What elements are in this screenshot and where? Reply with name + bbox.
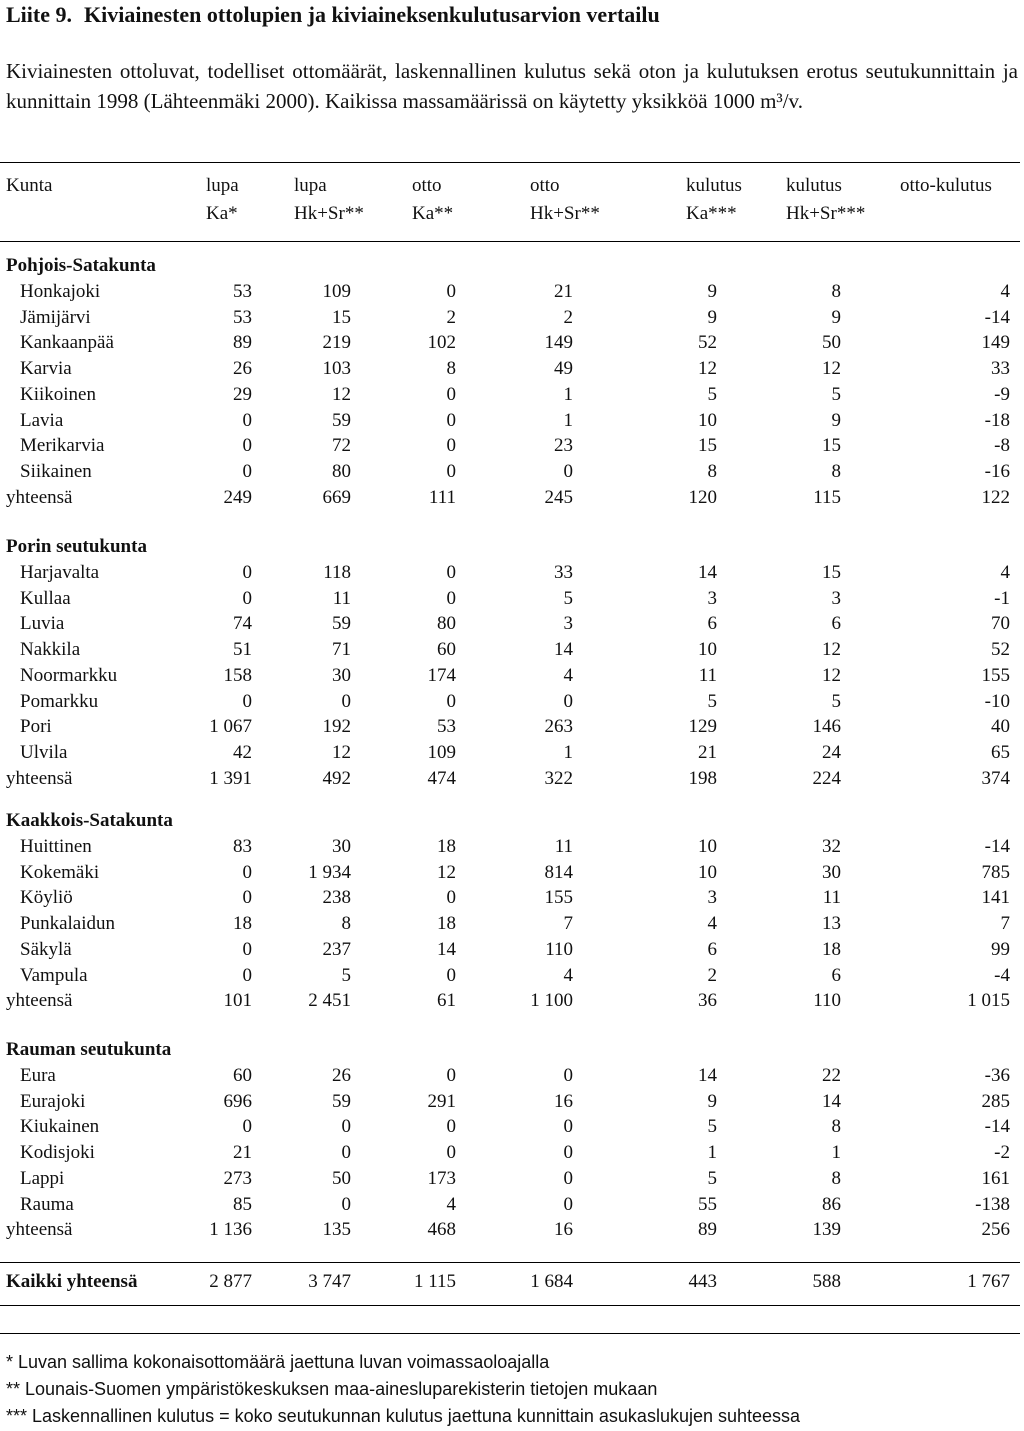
grand-total-value: 588 [812,1271,841,1292]
value-cell: 146 [812,716,841,738]
value-cell: 36 [698,990,717,1012]
municipality-name: Rauma [20,1193,74,1215]
value-cell: 111 [428,486,456,508]
value-cell: 0 [446,409,456,431]
appendix-number: Liite 9. [6,2,72,27]
value-cell: 29 [233,383,252,405]
value-cell: 192 [322,716,351,738]
total-label: yhteensä [6,486,73,508]
value-cell: 26 [233,358,252,379]
value-cell: 103 [322,358,351,379]
value-cell: 219 [322,332,351,354]
column-subheader: Ka* [206,203,238,224]
value-cell: 15 [822,435,841,457]
value-cell: 4 [1000,561,1010,583]
value-cell: 2 451 [308,990,351,1012]
value-cell: 6 [831,613,841,635]
value-cell: 14 [698,1064,717,1086]
municipality-name: Karvia [20,358,72,379]
value-cell: 22 [822,1064,841,1086]
value-cell: 238 [322,887,351,909]
grand-total-label: Kaikki yhteensä [6,1271,138,1292]
column-header: lupa [206,175,239,196]
value-cell: 2 [446,306,456,328]
value-cell: 0 [446,383,456,405]
grand-total-bottom-rule [0,1305,1020,1306]
total-label: yhteensä [6,1219,73,1241]
municipality-name: Kodisjoki [20,1142,95,1163]
value-cell: 4 [707,913,717,934]
value-cell: 0 [446,964,456,986]
value-cell: 0 [341,690,351,712]
value-cell: 65 [991,742,1010,763]
intro-paragraph: Kiviainesten ottoluvat, todelliset ottomäärät, laskennallinen kulutus sekä oton ja kulutuksen erotus seutukunnittain ja kunnittain 1998 (Lähteenmäki 2000). Kaikissa massamäärissä on käytetty yksikköä 1000 m³/v. [6,59,1018,113]
value-cell: 5 [563,587,573,609]
value-cell: 0 [563,1193,573,1215]
value-cell: 14 [437,938,456,960]
municipality-name: Eurajoki [20,1090,86,1112]
value-cell: 102 [427,332,456,354]
value-cell: -14 [984,306,1010,328]
value-cell: 53 [233,280,252,302]
value-cell: 0 [341,1116,351,1138]
value-cell: 109 [322,280,351,302]
value-cell: 237 [322,938,351,960]
grand-total-value: 3 747 [308,1271,351,1292]
value-cell: 173 [427,1167,456,1189]
value-cell: 474 [427,767,456,789]
value-cell: 1 100 [530,990,573,1012]
municipality-name: Vampula [20,964,88,986]
value-cell: 80 [437,613,456,635]
value-cell: 12 [332,742,351,763]
value-cell: -9 [994,383,1010,405]
value-cell: 12 [822,358,841,379]
value-cell: 8 [831,1167,841,1189]
value-cell: 224 [812,767,841,789]
value-cell: 245 [544,486,573,508]
value-cell: 198 [688,767,717,789]
value-cell: 26 [332,1064,351,1086]
value-cell: 32 [822,835,841,857]
value-cell: 33 [554,561,573,583]
value-cell: 155 [981,664,1010,686]
municipality-name: Pomarkku [20,690,99,712]
column-header: otto [530,175,560,196]
value-cell: -1 [994,587,1010,609]
value-cell: 11 [822,887,841,909]
value-cell: 23 [554,435,573,457]
value-cell: 0 [446,1142,456,1163]
value-cell: 59 [332,409,351,431]
value-cell: 18 [437,835,456,857]
value-cell: -2 [994,1142,1010,1163]
value-cell: 12 [822,664,841,686]
value-cell: -10 [984,690,1010,712]
value-cell: 285 [981,1090,1010,1112]
value-cell: 1 [563,383,573,405]
municipality-name: Kankaanpää [20,332,114,354]
municipality-name: Kokemäki [20,861,100,883]
footnote-rule [0,1333,1020,1334]
value-cell: 11 [332,587,351,609]
region-heading: Rauman seutukunta [6,1039,172,1060]
value-cell: 5 [707,1167,717,1189]
value-cell: 8 [446,358,456,379]
value-cell: 8 [707,461,717,482]
value-cell: 11 [554,835,573,857]
value-cell: 52 [698,332,717,354]
value-cell: -8 [994,435,1010,457]
municipality-name: Lavia [20,409,64,431]
column-subheader: Ka*** [686,203,737,224]
municipality-name: Kullaa [20,587,71,609]
value-cell: 0 [242,938,252,960]
value-cell: 0 [242,861,252,883]
value-cell: 18 [822,938,841,960]
value-cell: 3 [563,613,573,635]
value-cell: 59 [332,1090,351,1112]
value-cell: 60 [437,639,456,660]
value-cell: 785 [981,861,1010,883]
value-cell: 6 [831,964,841,986]
municipality-name: Siikainen [20,461,92,482]
value-cell: 99 [991,938,1010,960]
value-cell: 12 [332,383,351,405]
value-cell: 118 [323,561,351,583]
value-cell: 3 [707,587,717,609]
value-cell: 18 [437,913,456,934]
value-cell: 0 [242,964,252,986]
value-cell: 5 [707,383,717,405]
value-cell: 40 [991,716,1010,738]
value-cell: 0 [563,1064,573,1086]
value-cell: 2 [707,964,717,986]
value-cell: 374 [981,767,1010,789]
value-cell: 18 [233,913,252,934]
page-heading [6,2,660,28]
value-cell: 0 [446,280,456,302]
value-cell: 291 [427,1090,456,1112]
value-cell: 4 [563,964,573,986]
value-cell: 669 [322,486,351,508]
value-cell: 30 [332,664,351,686]
region-heading: Pohjois-Satakunta [6,255,156,276]
column-header: lupa [294,175,327,196]
column-header: kulutus [786,175,842,196]
value-cell: 0 [563,1116,573,1138]
value-cell: 0 [446,690,456,712]
value-cell: 9 [707,1090,717,1112]
value-cell: 8 [831,461,841,482]
value-cell: -14 [984,835,1010,857]
value-cell: 1 391 [209,767,252,789]
value-cell: 492 [322,767,351,789]
municipality-name: Kiikoinen [20,383,96,405]
municipality-name: Merikarvia [20,435,105,457]
value-cell: 135 [322,1219,351,1241]
value-cell: 21 [698,742,717,763]
value-cell: 322 [544,767,573,789]
region-heading: Kaakkois-Satakunta [6,810,173,831]
table-top-rule [0,162,1020,163]
value-cell: 12 [698,358,717,379]
value-cell: 273 [223,1167,252,1189]
municipality-name: Pori [20,716,52,738]
value-cell: 30 [822,861,841,883]
value-cell: 149 [544,332,573,354]
value-cell: 249 [223,486,252,508]
value-cell: 12 [437,861,456,883]
value-cell: 89 [698,1219,717,1241]
value-cell: 115 [813,486,841,508]
column-header: kulutus [686,175,742,196]
value-cell: 9 [831,409,841,431]
value-cell: 109 [427,742,456,763]
value-cell: 174 [427,664,456,686]
value-cell: 80 [332,461,351,482]
value-cell: 24 [822,742,841,763]
value-cell: 1 934 [308,861,351,883]
value-cell: 0 [563,1167,573,1189]
value-cell: 74 [233,613,252,635]
value-cell: 9 [707,280,717,302]
value-cell: 4 [1000,280,1010,302]
value-cell: 16 [554,1219,573,1241]
municipality-name: Lappi [20,1167,65,1189]
value-cell: 16 [554,1090,573,1112]
value-cell: 0 [242,435,252,457]
column-subheader: Hk+Sr** [530,203,600,224]
column-header: otto [412,175,442,196]
value-cell: 5 [341,964,351,986]
value-cell: 0 [242,561,252,583]
value-cell: 52 [991,639,1010,660]
value-cell: 53 [233,306,252,328]
value-cell: 1 [563,742,573,763]
grand-total-value: 1 767 [967,1271,1010,1292]
value-cell: 0 [446,461,456,482]
region-heading: Porin seutukunta [6,536,147,557]
value-cell: 86 [822,1193,841,1215]
value-cell: 42 [233,742,252,763]
value-cell: 101 [223,990,252,1012]
value-cell: 814 [544,861,573,883]
value-cell: 155 [544,887,573,909]
value-cell: 49 [554,358,573,379]
value-cell: -18 [984,409,1010,431]
value-cell: 1 136 [209,1219,252,1241]
value-cell: 468 [427,1219,456,1241]
value-cell: 3 [831,587,841,609]
value-cell: 0 [563,690,573,712]
value-cell: 59 [332,613,351,635]
grand-total-value: 1 115 [413,1271,456,1292]
municipality-name: Kiukainen [20,1116,100,1138]
value-cell: 1 067 [209,716,252,738]
value-cell: 10 [698,835,717,857]
value-cell: 15 [332,306,351,328]
value-cell: 3 [707,887,717,909]
municipality-name: Jämijärvi [20,306,91,328]
value-cell: 0 [242,1116,252,1138]
value-cell: 14 [554,639,573,660]
value-cell: 30 [332,835,351,857]
municipality-name: Huittinen [20,835,92,857]
appendix-title: Kiviainesten ottolupien ja kiviaineksenkulutusarvion vertailu [84,2,660,27]
value-cell: -36 [984,1064,1010,1086]
grand-total-value: 1 684 [530,1271,573,1292]
value-cell: 60 [233,1064,252,1086]
value-cell: 8 [831,1116,841,1138]
value-cell: 256 [981,1219,1010,1241]
municipality-name: Punkalaidun [20,913,115,934]
grand-total-value: 443 [688,1271,717,1292]
value-cell: 1 [831,1142,841,1163]
value-cell: 7 [563,913,573,934]
value-cell: 110 [545,938,573,960]
value-cell: 122 [981,486,1010,508]
value-cell: 50 [822,332,841,354]
value-cell: 15 [698,435,717,457]
footnote-3: *** Laskennallinen kulutus = koko seutukunnan kulutus jaettuna kunnittain asukaslukujen suhteessa [6,1406,801,1426]
value-cell: 129 [688,716,717,738]
value-cell: 158 [223,664,252,686]
value-cell: 72 [332,435,351,457]
total-label: yhteensä [6,767,73,789]
value-cell: 11 [698,664,717,686]
value-cell: 5 [831,690,841,712]
column-header: Kunta [6,175,53,196]
value-cell: 0 [341,1142,351,1163]
value-cell: 89 [233,332,252,354]
value-cell: 5 [707,690,717,712]
value-cell: 10 [698,409,717,431]
value-cell: 10 [698,861,717,883]
value-cell: 83 [233,835,252,857]
value-cell: 0 [242,587,252,609]
grand-total-value: 2 877 [209,1271,252,1292]
municipality-name: Honkajoki [20,280,101,302]
value-cell: 110 [813,990,841,1012]
value-cell: -138 [975,1193,1010,1215]
value-cell: 0 [242,887,252,909]
value-cell: 21 [233,1142,252,1163]
value-cell: 0 [446,435,456,457]
value-cell: 85 [233,1193,252,1215]
value-cell: 0 [446,587,456,609]
value-cell: 1 [707,1142,717,1163]
total-label: yhteensä [6,990,73,1012]
value-cell: 14 [698,561,717,583]
value-cell: 70 [991,613,1010,635]
municipality-name: Nakkila [20,639,81,660]
column-subheader: Ka** [412,203,454,224]
value-cell: 263 [544,716,573,738]
value-cell: 10 [698,639,717,660]
value-cell: 0 [446,561,456,583]
footnote-2: ** Lounais-Suomen ympäristökeskuksen maa-ainesluparekisterin tietojen mukaan [6,1379,658,1399]
value-cell: 0 [563,1142,573,1163]
value-cell: 0 [446,1064,456,1086]
value-cell: 9 [831,306,841,328]
value-cell: 14 [822,1090,841,1112]
value-cell: 50 [332,1167,351,1189]
value-cell: 0 [242,409,252,431]
value-cell: 161 [981,1167,1010,1189]
value-cell: 6 [707,938,717,960]
value-cell: 53 [437,716,456,738]
municipality-name: Luvia [20,613,65,635]
value-cell: 4 [563,664,573,686]
value-cell: 15 [822,561,841,583]
value-cell: 139 [812,1219,841,1241]
header-bottom-rule [0,241,1020,242]
value-cell: 141 [981,887,1010,909]
value-cell: 696 [223,1090,252,1112]
municipality-name: Köyliö [20,887,73,909]
municipality-name: Harjavalta [20,561,100,583]
value-cell: -14 [984,1116,1010,1138]
value-cell: 0 [242,690,252,712]
value-cell: 71 [332,639,351,660]
municipality-name: Noormarkku [20,664,118,686]
municipality-name: Ulvila [20,742,68,763]
value-cell: 5 [707,1116,717,1138]
value-cell: 0 [446,1116,456,1138]
footnote-1: * Luvan sallima kokonaisottomäärä jaettuna luvan voimassaoloajalla [6,1352,550,1372]
value-cell: 9 [707,306,717,328]
value-cell: 149 [981,332,1010,354]
value-cell: 55 [698,1193,717,1215]
value-cell: 0 [341,1193,351,1215]
value-cell: -4 [994,964,1010,986]
value-cell: 0 [563,461,573,482]
value-cell: 2 [563,306,573,328]
value-cell: 13 [822,913,841,934]
municipality-name: Säkylä [20,938,72,960]
value-cell: 7 [1000,913,1010,934]
value-cell: 1 [563,409,573,431]
value-cell: 8 [831,280,841,302]
value-cell: 61 [437,990,456,1012]
value-cell: 8 [341,913,351,934]
value-cell: 120 [688,486,717,508]
value-cell: 6 [707,613,717,635]
value-cell: -16 [984,461,1010,482]
value-cell: 0 [242,461,252,482]
value-cell: 33 [991,358,1010,379]
municipality-name: Eura [20,1064,56,1086]
value-cell: 12 [822,639,841,660]
value-cell: 21 [554,280,573,302]
value-cell: 0 [446,887,456,909]
value-cell: 4 [446,1193,456,1215]
value-cell: 1 015 [967,990,1010,1012]
value-cell: 5 [831,383,841,405]
column-subheader: Hk+Sr*** [786,203,866,224]
column-header: otto-kulutus [900,175,992,196]
value-cell: 51 [233,639,252,660]
column-subheader: Hk+Sr** [294,203,364,224]
grand-total-top-rule [0,1262,1020,1263]
